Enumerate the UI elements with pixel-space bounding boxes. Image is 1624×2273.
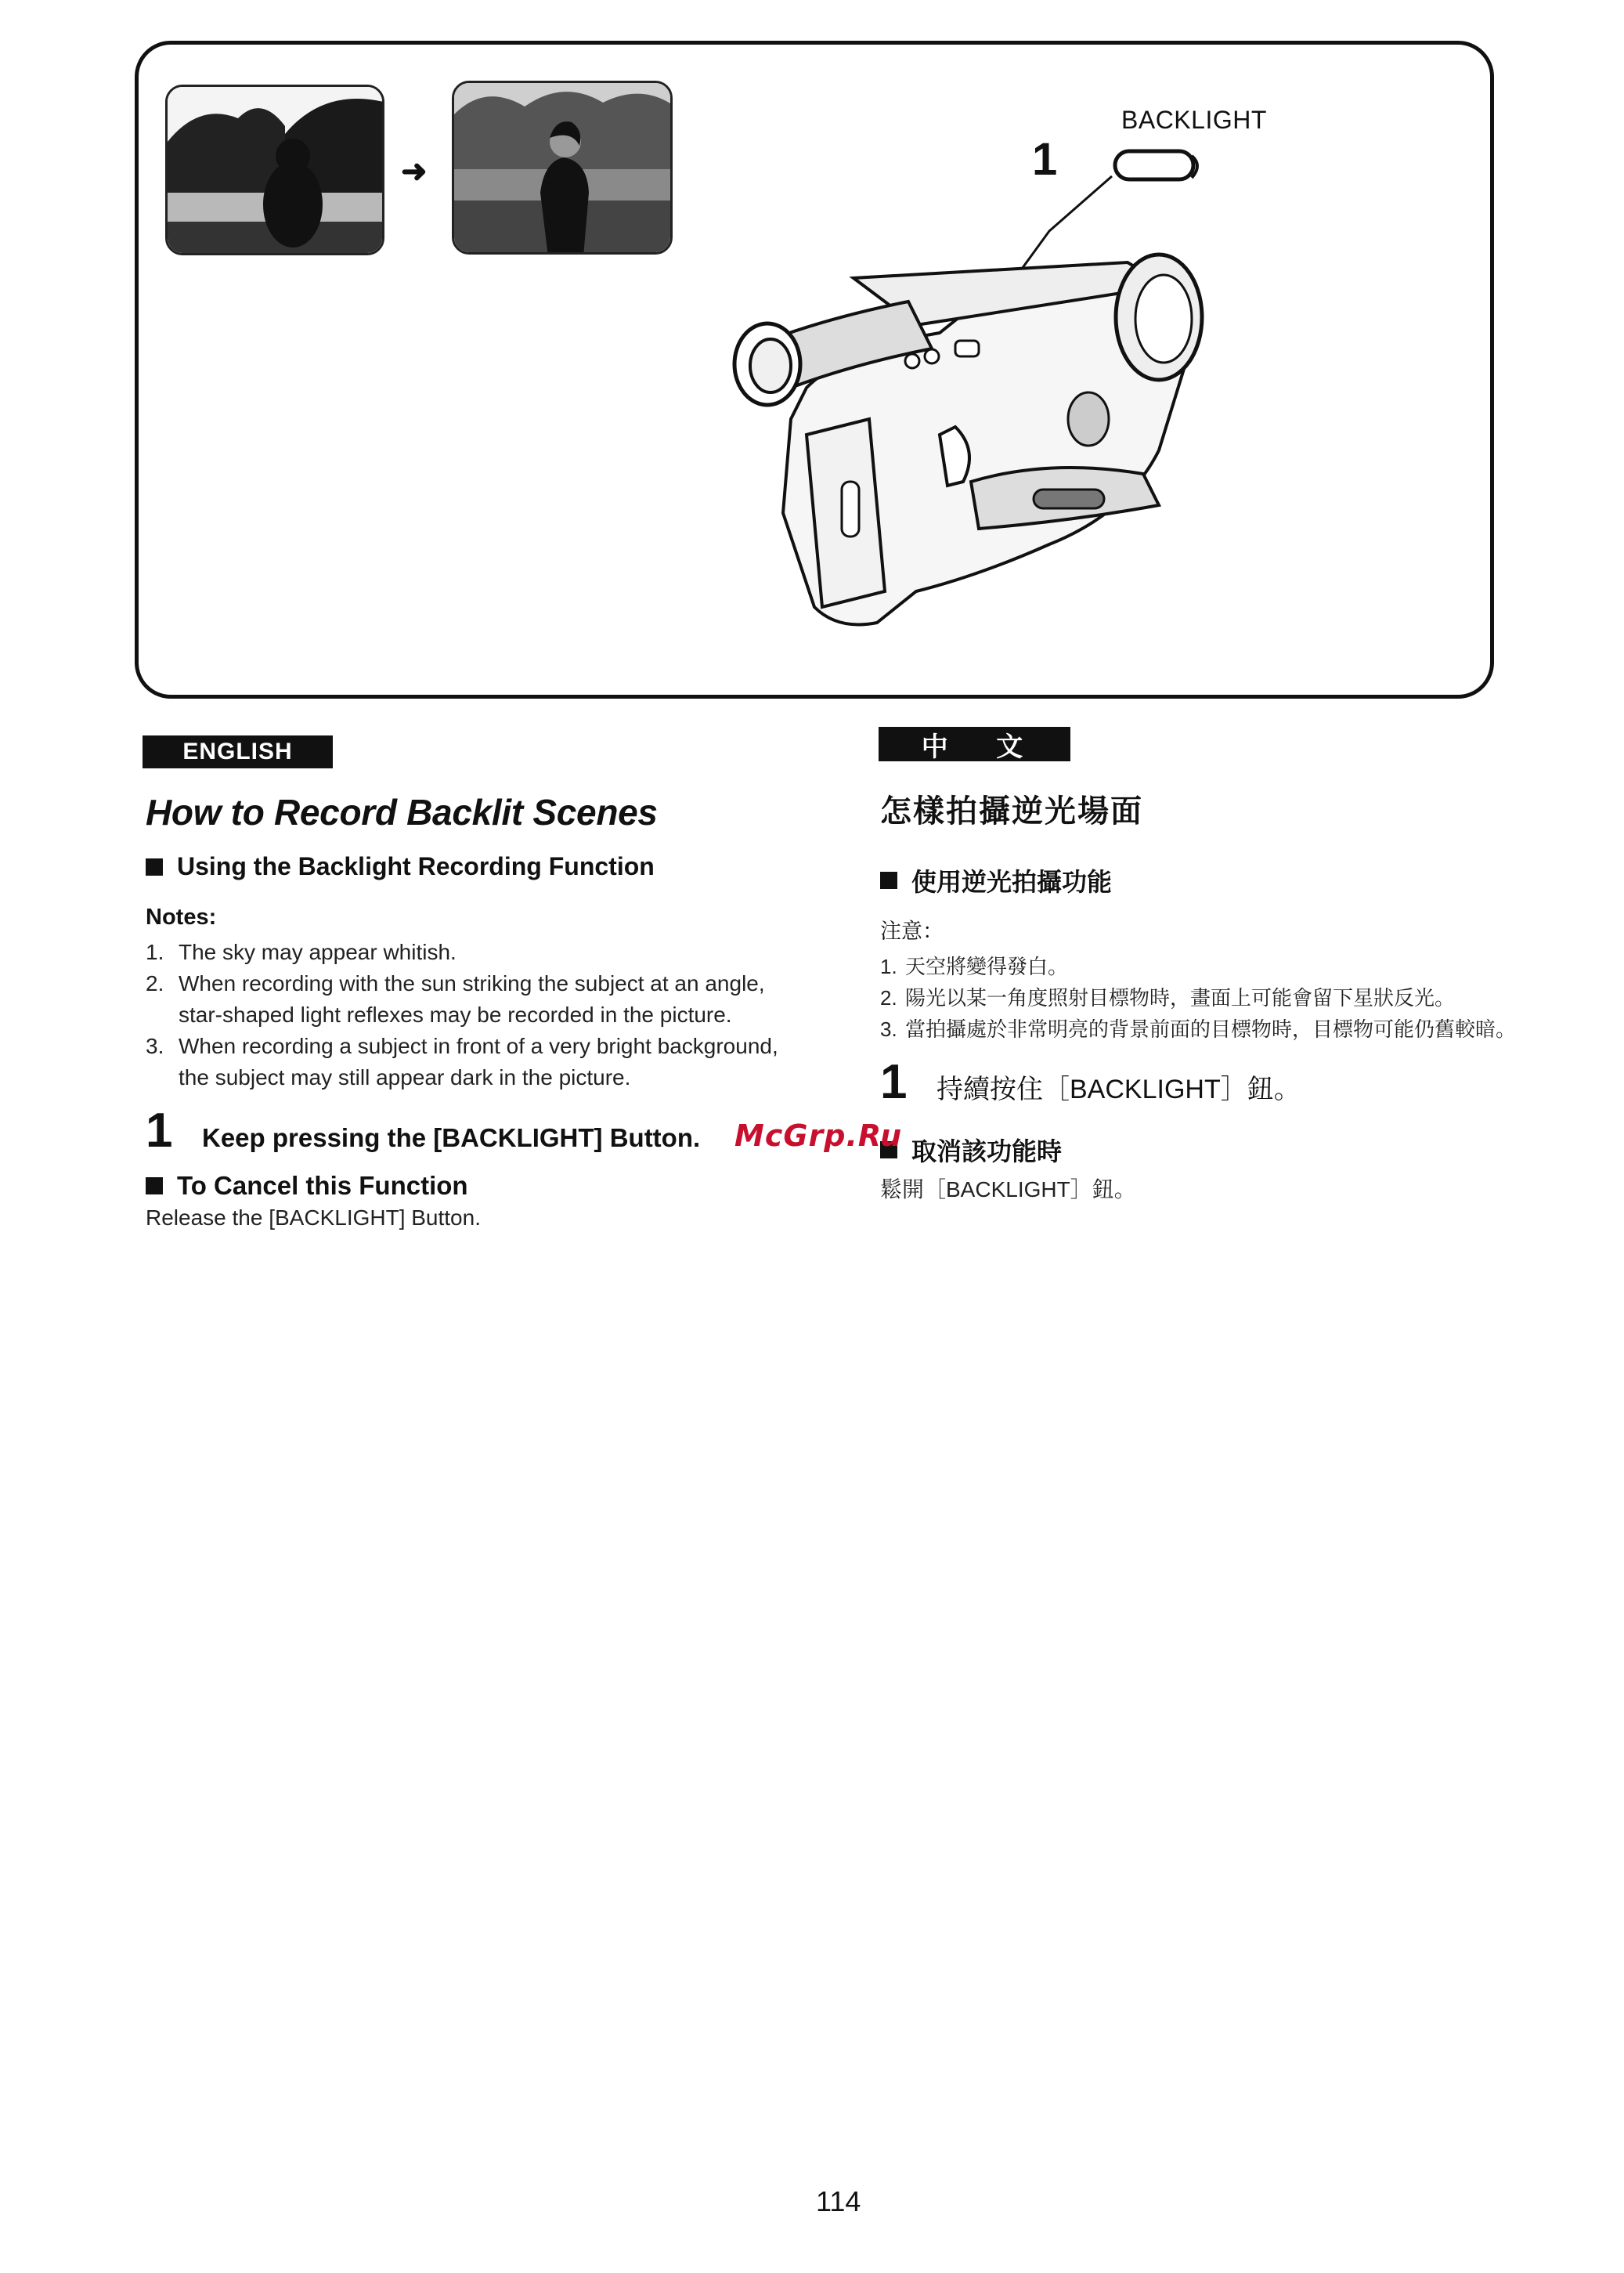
arrow-icon: ➜	[401, 154, 428, 189]
list-item: 3. 當拍攝處於非常明亮的背景前面的目標物時，目標物可能仍舊較暗。	[880, 1017, 1517, 1041]
backlit-photo-after	[452, 81, 673, 255]
chinese-cancel-body: 鬆開［BACKLIGHT］鈕。	[880, 1177, 1136, 1202]
english-title: How to Record Backlit Scenes	[146, 792, 658, 833]
chinese-section-label: 使用逆光拍攝功能	[911, 868, 1113, 896]
list-item: 2. When recording with the sun striking the subject at an angle, star-shaped light reflexes may be recorded in the picture.	[146, 971, 765, 1027]
english-section-heading	[146, 852, 788, 881]
backlit-photo-before	[165, 85, 384, 255]
backlight-button-label: BACKLIGHT	[1121, 106, 1267, 134]
chinese-notes-list	[880, 951, 1522, 1045]
english-cancel-heading	[146, 1171, 788, 1201]
camcorder-icon	[720, 153, 1222, 638]
bullet-square-icon	[146, 858, 163, 876]
english-step	[146, 1103, 788, 1158]
english-cancel-body: Release the [BACKLIGHT] Button.	[146, 1205, 481, 1230]
chinese-section-heading	[880, 862, 1522, 898]
list-item: 1. 天空將變得發白。	[880, 955, 1069, 978]
english-column	[146, 791, 788, 1230]
step-callout: 1	[1032, 134, 1058, 185]
english-notes-list	[146, 937, 788, 1093]
step-number: 1	[880, 1055, 908, 1109]
english-section-label: Using the Backlight Recording Function	[177, 852, 655, 880]
chinese-tab: 中 文	[879, 727, 1070, 761]
list-item: 3. When recording a subject in front of a very bright background, the subject may still appear dark in the picture.	[146, 1034, 778, 1090]
chinese-cancel-label: 取消該功能時	[911, 1137, 1063, 1165]
chinese-title: 怎樣拍攝逆光場面	[880, 793, 1143, 829]
step-number: 1	[146, 1104, 173, 1158]
bullet-square-icon	[146, 1177, 163, 1194]
chinese-step	[880, 1054, 1522, 1110]
list-item: 1. The sky may appear whitish.	[146, 940, 457, 964]
english-cancel-label: To Cancel this Function	[177, 1171, 468, 1200]
step-instruction: 持續按住［BACKLIGHT］鈕。	[937, 1075, 1301, 1104]
step-instruction: Keep pressing the [BACKLIGHT] Button.	[202, 1123, 701, 1152]
chinese-notes-label: 注意：	[880, 920, 944, 943]
watermark: McGrp.Ru	[734, 1118, 903, 1153]
list-item: 2. 陽光以某一角度照射目標物時，畫面上可能會留下星狀反光。	[880, 986, 1456, 1010]
english-notes-label: Notes:	[146, 905, 217, 930]
chinese-column	[880, 786, 1522, 1204]
chinese-cancel-heading	[880, 1132, 1522, 1168]
english-tab: ENGLISH	[143, 735, 333, 768]
page-number: 114	[816, 2185, 861, 2217]
bullet-square-icon	[880, 872, 897, 889]
